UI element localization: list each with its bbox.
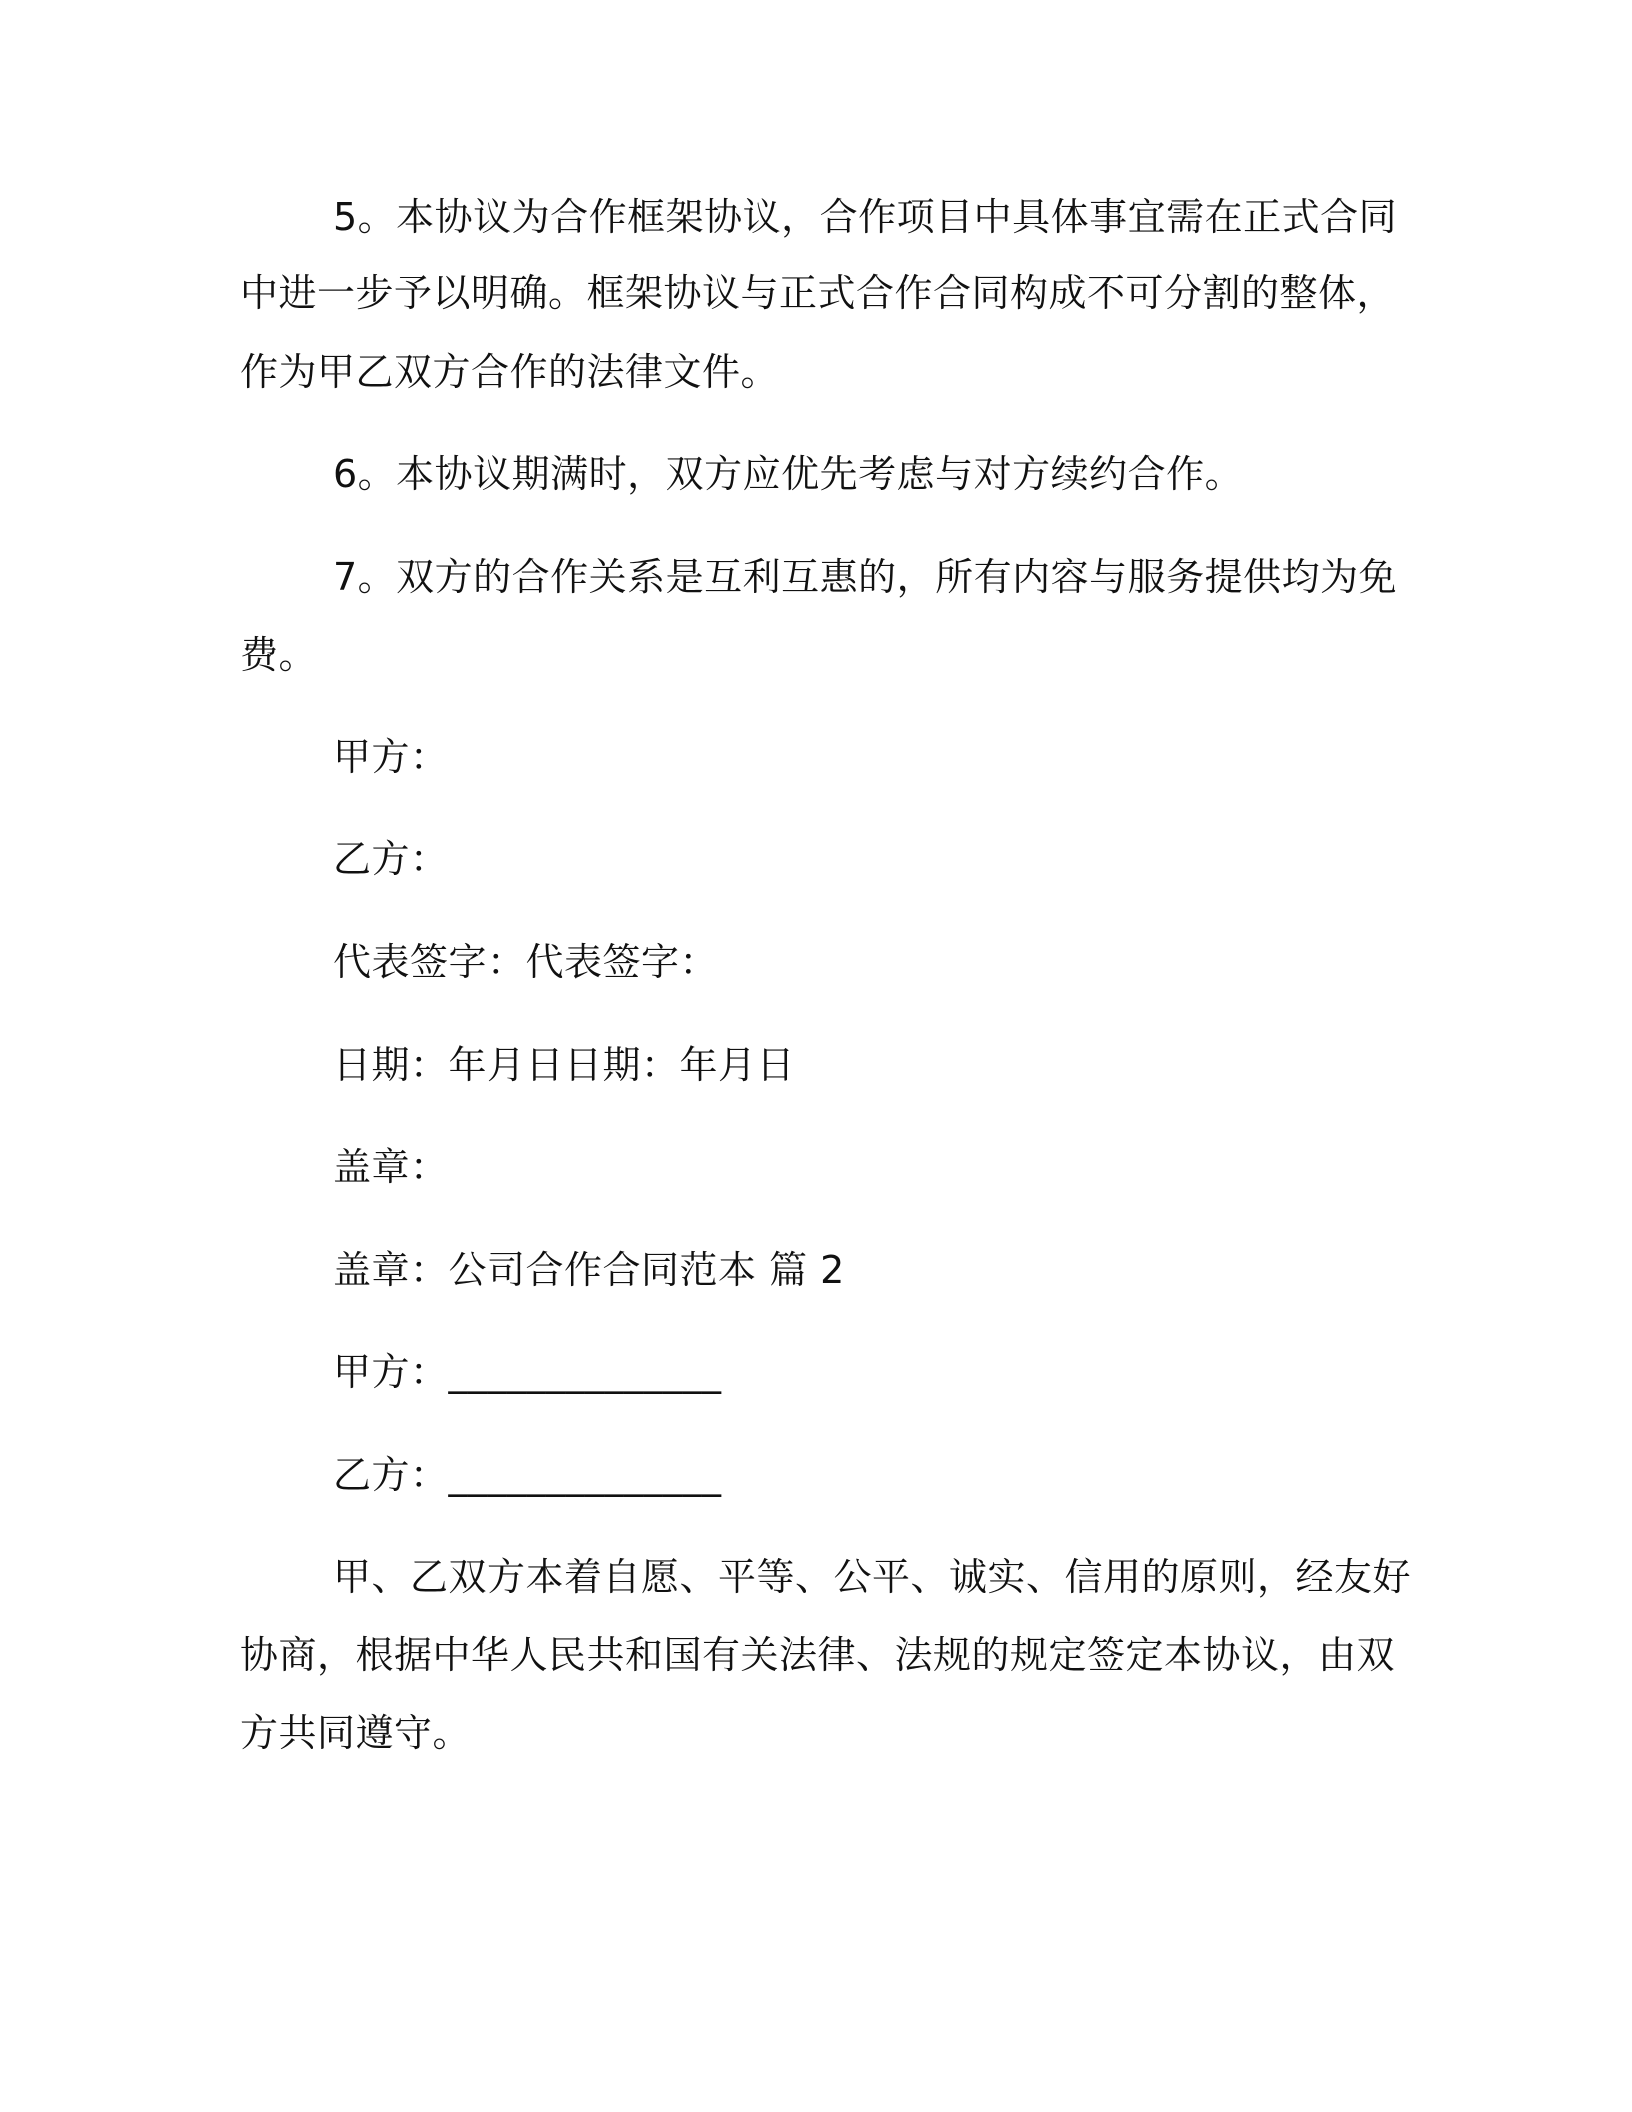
paragraph-6: 6。本协议期满时，双方应优先考虑与对方续约合作。 xyxy=(333,452,1244,496)
paragraph-7-line-1: 7。双方的合作关系是互利互惠的，所有内容与服务提供均为免 xyxy=(333,555,1398,599)
preamble-line-3: 方共同遵守。 xyxy=(240,1711,472,1755)
seal-line: 盖章： xyxy=(333,1145,449,1189)
paragraph-7-line-2: 费。 xyxy=(240,633,318,677)
party-a-blank-line: 甲方：______________ xyxy=(333,1350,722,1394)
paragraph-5-line-3: 作为甲乙双方合作的法律文件。 xyxy=(240,350,780,394)
party-b-blank-line: 乙方：______________ xyxy=(333,1453,722,1497)
paragraph-5-line-2: 中进一步予以明确。框架协议与正式合作合同构成不可分割的整体， xyxy=(240,271,1396,315)
signature-line: 代表签字：代表签字： xyxy=(333,940,719,984)
seal-title-line: 盖章：公司合作合同范本 篇 2 xyxy=(333,1248,845,1292)
party-a-label: 甲方： xyxy=(333,735,449,779)
preamble-line-1: 甲、乙双方本着自愿、平等、公平、诚实、信用的原则，经友好 xyxy=(333,1555,1412,1599)
party-b-label: 乙方： xyxy=(333,837,449,881)
preamble-line-2: 协商，根据中华人民共和国有关法律、法规的规定签定本协议，由双 xyxy=(240,1633,1396,1677)
date-line: 日期：年月日日期：年月日 xyxy=(333,1043,796,1087)
paragraph-5-line-1: 5。本协议为合作框架协议，合作项目中具体事宜需在正式合同 xyxy=(333,195,1398,239)
